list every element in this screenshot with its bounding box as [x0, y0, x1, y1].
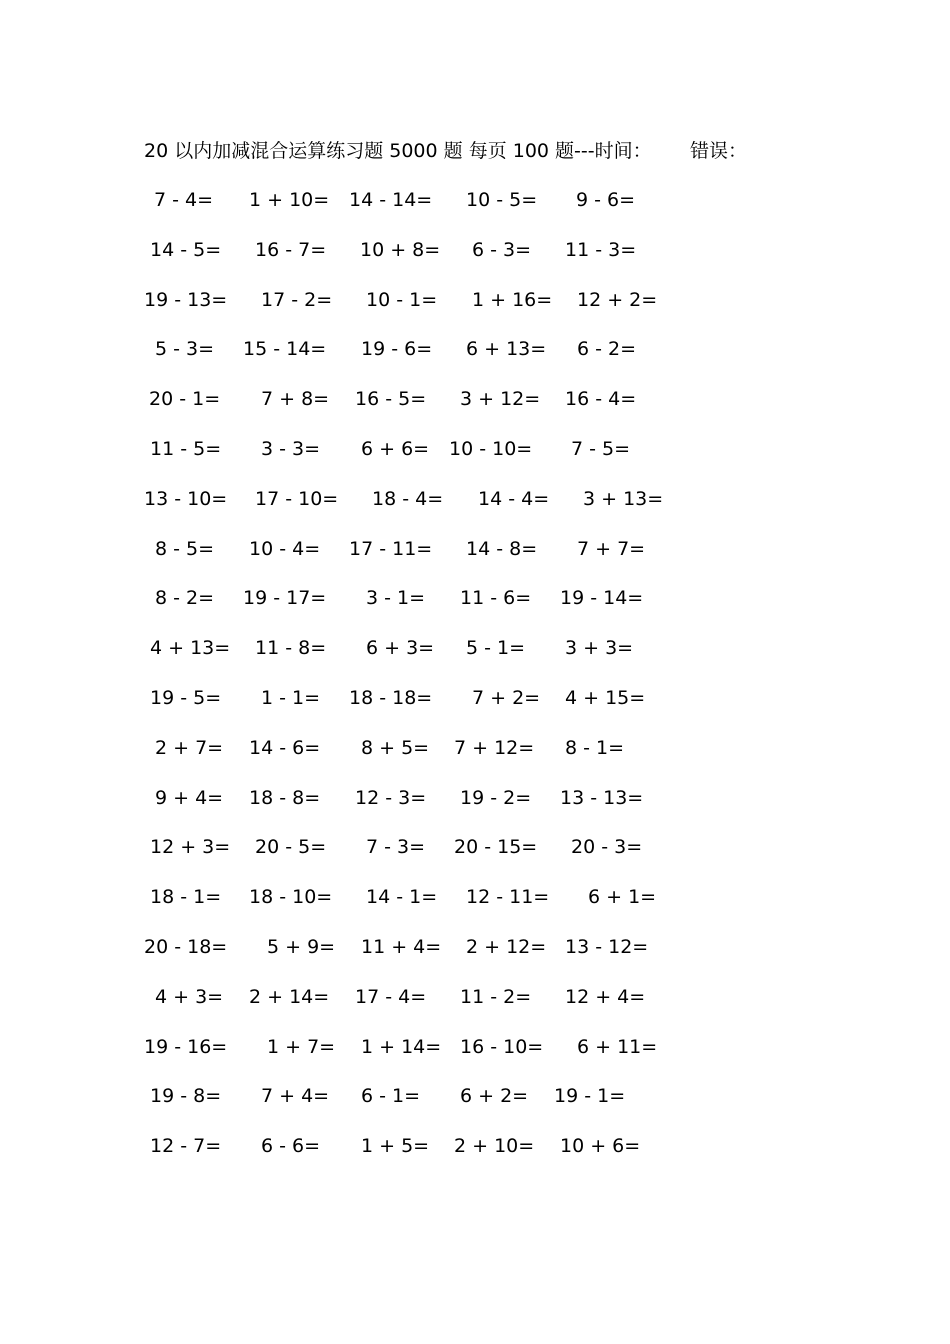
problem-item: 13 - 13=	[560, 786, 644, 809]
problem-item: 19 - 1=	[554, 1085, 626, 1108]
problem-item: 3 + 13=	[583, 487, 664, 510]
problem-item: 12 + 2=	[577, 288, 658, 311]
problem-item: 10 - 10=	[449, 437, 533, 460]
problem-item: 1 + 14=	[361, 1035, 442, 1058]
problem-item: 2 + 7=	[155, 736, 224, 759]
problem-item: 19 - 16=	[144, 1035, 228, 1058]
problem-item: 14 - 8=	[466, 537, 538, 560]
problem-item: 11 - 6=	[460, 587, 532, 610]
problem-item: 11 - 3=	[565, 238, 637, 261]
problem-grid	[144, 185, 704, 1181]
problem-item: 4 + 15=	[565, 686, 646, 709]
problem-item: 2 + 12=	[466, 935, 547, 958]
problem-item: 18 - 18=	[349, 686, 433, 709]
problem-item: 3 - 3=	[261, 437, 321, 460]
problem-item: 19 - 14=	[560, 587, 644, 610]
problem-item: 19 - 8=	[150, 1085, 222, 1108]
problem-row	[144, 583, 704, 633]
problem-item: 12 + 4=	[565, 985, 646, 1008]
problem-item: 5 + 9=	[267, 935, 336, 958]
problem-item: 18 - 4=	[372, 487, 444, 510]
problem-item: 1 + 10=	[249, 189, 330, 211]
problem-item: 6 + 11=	[577, 1035, 658, 1058]
problem-item: 3 - 1=	[366, 587, 426, 610]
problem-row	[144, 1032, 704, 1082]
problem-item: 8 - 2=	[155, 587, 215, 610]
problem-item: 9 - 6=	[576, 189, 636, 211]
problem-item: 17 - 10=	[255, 487, 339, 510]
problem-row	[144, 285, 704, 335]
problem-item: 14 - 14=	[349, 189, 433, 211]
problem-item: 2 + 10=	[454, 1135, 535, 1158]
problem-row	[144, 235, 704, 285]
problem-item: 7 - 3=	[366, 836, 426, 859]
problem-item: 7 - 4=	[154, 189, 214, 211]
problem-item: 7 + 4=	[261, 1085, 330, 1108]
problem-item: 15 - 14=	[243, 338, 327, 361]
problem-item: 11 - 8=	[255, 637, 327, 660]
problem-item: 10 + 6=	[560, 1135, 641, 1158]
problem-item: 5 - 3=	[155, 338, 215, 361]
problem-row	[144, 185, 704, 235]
problem-item: 11 - 5=	[150, 437, 222, 460]
problem-item: 1 + 7=	[267, 1035, 336, 1058]
problem-item: 14 - 5=	[150, 238, 222, 261]
problem-item: 18 - 8=	[249, 786, 321, 809]
problem-item: 7 + 2=	[472, 686, 541, 709]
problem-item: 6 - 3=	[472, 238, 532, 261]
problem-item: 12 + 3=	[150, 836, 231, 859]
worksheet-header	[144, 136, 748, 166]
problem-item: 6 - 1=	[361, 1085, 421, 1108]
problem-row	[144, 733, 704, 783]
problem-item: 1 + 5=	[361, 1135, 430, 1158]
problem-item: 8 + 5=	[361, 736, 430, 759]
problem-item: 16 - 10=	[460, 1035, 544, 1058]
problem-item: 7 + 8=	[261, 388, 330, 411]
problem-item: 16 - 4=	[565, 388, 637, 411]
problem-item: 18 - 10=	[249, 886, 333, 909]
problem-item: 20 - 18=	[144, 935, 228, 958]
problem-item: 16 - 5=	[355, 388, 427, 411]
problem-item: 14 - 6=	[249, 736, 321, 759]
problem-item: 10 - 4=	[249, 537, 321, 560]
problem-item: 4 + 13=	[150, 637, 231, 660]
problem-row	[144, 334, 704, 384]
problem-item: 17 - 11=	[349, 537, 433, 560]
problem-item: 10 + 8=	[360, 238, 441, 261]
problem-row	[144, 783, 704, 833]
problem-item: 11 - 2=	[460, 985, 532, 1008]
problem-item: 1 + 16=	[472, 288, 553, 311]
problem-item: 6 - 2=	[577, 338, 637, 361]
problem-row	[144, 384, 704, 434]
worksheet-title: 20 以内加减混合运算练习题 5000 题 每页 100 题---时间：	[144, 140, 652, 162]
problem-row	[144, 683, 704, 733]
problem-item: 12 - 11=	[466, 886, 550, 909]
problem-row	[144, 982, 704, 1032]
problem-row	[144, 1131, 704, 1181]
problem-item: 12 - 3=	[355, 786, 427, 809]
problem-item: 19 - 13=	[144, 288, 228, 311]
problem-item: 11 + 4=	[361, 935, 442, 958]
problem-row	[144, 633, 704, 683]
problem-item: 12 - 7=	[150, 1135, 222, 1158]
problem-item: 7 + 7=	[577, 537, 646, 560]
problem-item: 20 - 1=	[149, 388, 221, 411]
problem-item: 6 + 2=	[460, 1085, 529, 1108]
problem-item: 3 + 12=	[460, 388, 541, 411]
problem-row	[144, 434, 704, 484]
problem-row	[144, 932, 704, 982]
problem-row	[144, 534, 704, 584]
problem-item: 9 + 4=	[155, 786, 224, 809]
problem-item: 8 - 5=	[155, 537, 215, 560]
problem-item: 20 - 3=	[571, 836, 643, 859]
problem-item: 19 - 5=	[150, 686, 222, 709]
problem-item: 3 + 3=	[565, 637, 634, 660]
problem-item: 2 + 14=	[249, 985, 330, 1008]
problem-item: 20 - 15=	[454, 836, 538, 859]
problem-item: 13 - 12=	[565, 935, 649, 958]
problem-item: 1 - 1=	[261, 686, 321, 709]
problem-item: 6 - 6=	[261, 1135, 321, 1158]
errors-label: 错误：	[690, 140, 748, 162]
problem-item: 6 + 3=	[366, 637, 435, 660]
problem-row	[144, 832, 704, 882]
problem-row	[144, 882, 704, 932]
problem-item: 19 - 2=	[460, 786, 532, 809]
problem-item: 7 + 12=	[454, 736, 535, 759]
problem-item: 14 - 4=	[478, 487, 550, 510]
problem-item: 8 - 1=	[565, 736, 625, 759]
problem-item: 10 - 5=	[466, 189, 538, 211]
problem-item: 19 - 17=	[243, 587, 327, 610]
problem-item: 16 - 7=	[255, 238, 327, 261]
problem-item: 17 - 4=	[355, 985, 427, 1008]
problem-item: 6 + 6=	[361, 437, 430, 460]
problem-item: 13 - 10=	[144, 487, 228, 510]
problem-item: 6 + 1=	[588, 886, 657, 909]
problem-item: 7 - 5=	[571, 437, 631, 460]
problem-item: 18 - 1=	[150, 886, 222, 909]
problem-item: 17 - 2=	[261, 288, 333, 311]
problem-item: 20 - 5=	[255, 836, 327, 859]
problem-item: 6 + 13=	[466, 338, 547, 361]
problem-row	[144, 1081, 704, 1131]
problem-item: 10 - 1=	[366, 288, 438, 311]
problem-item: 5 - 1=	[466, 637, 526, 660]
problem-item: 14 - 1=	[366, 886, 438, 909]
problem-item: 19 - 6=	[361, 338, 433, 361]
problem-row	[144, 484, 704, 534]
problem-item: 4 + 3=	[155, 985, 224, 1008]
